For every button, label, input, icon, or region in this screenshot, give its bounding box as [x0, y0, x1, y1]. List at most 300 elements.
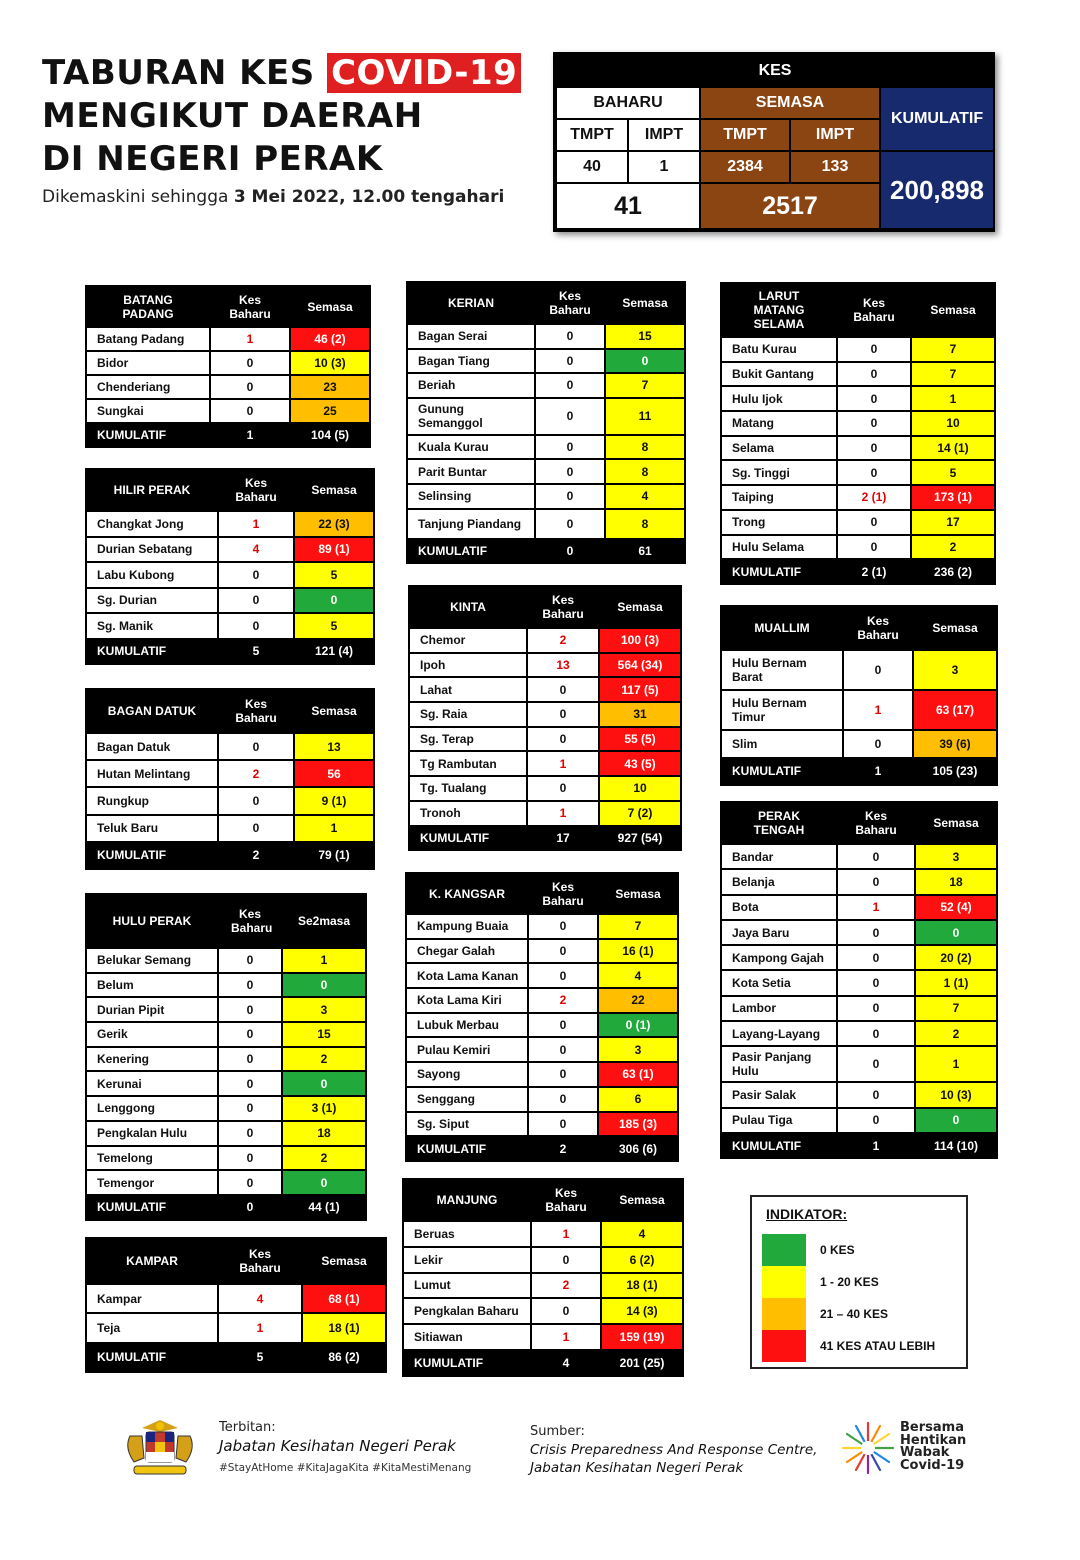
locality-name: Sg. Terap: [409, 727, 527, 752]
locality-name: Batang Padang: [86, 327, 210, 351]
kumulatif-label: KUMULATIF: [721, 758, 843, 786]
kumulatif-label: KUMULATIF: [407, 539, 535, 564]
kes-baharu-value: 0: [528, 963, 598, 988]
locality-name: Durian Sebatang: [86, 537, 218, 563]
kumulatif-label: KUMULATIF: [406, 1136, 528, 1161]
semasa-value: 8: [605, 459, 685, 484]
district-name: HULU PERAK: [86, 894, 218, 948]
kes-baharu-value: 0: [535, 435, 605, 460]
kes-baharu-header: Kes Baharu: [210, 286, 290, 327]
district-table-manjung: [402, 1178, 684, 1377]
summary-baharu-total: 41: [556, 183, 700, 229]
table-row: [86, 1121, 366, 1146]
hashtags: #StayAtHome #KitaJagaKita #KitaMestiMenang: [219, 1462, 472, 1474]
semasa-value: 3: [915, 844, 997, 869]
locality-name: Belanja: [721, 869, 837, 894]
locality-name: Beruas: [403, 1221, 531, 1247]
kumulatif-semasa: 114 (10): [915, 1133, 997, 1158]
semasa-value: 6: [598, 1087, 678, 1112]
table-row: [407, 435, 685, 460]
kes-baharu-value: 0: [218, 815, 294, 842]
semasa-value: 3 (1): [282, 1096, 366, 1121]
table-row: [86, 1071, 366, 1096]
kumulatif-row: [721, 1133, 997, 1158]
kumulatif-row: [721, 559, 995, 584]
kes-baharu-value: 1: [218, 511, 294, 537]
kumulatif-baharu: 5: [218, 1343, 302, 1372]
kes-baharu-value: 0: [528, 939, 598, 964]
kes-baharu-value: 0: [218, 997, 282, 1022]
table-row: [406, 1087, 678, 1112]
semasa-value: 0: [282, 973, 366, 998]
table-row: [721, 1082, 997, 1107]
kes-baharu-value: 0: [837, 535, 911, 560]
table-row: [86, 588, 374, 614]
table-row: [409, 751, 681, 776]
legend-label: 0 KES: [820, 1243, 855, 1257]
table-row: [86, 1047, 366, 1072]
locality-name: Hulu Bernam Barat: [721, 650, 843, 690]
table-row: [86, 562, 374, 588]
table-row: [721, 337, 995, 362]
kes-baharu-header: Kes Baharu: [837, 283, 911, 337]
semasa-value: 2: [282, 1047, 366, 1072]
kumulatif-row: [86, 1343, 386, 1372]
kes-baharu-value: 2 (1): [837, 485, 911, 510]
kes-baharu-value: 0: [837, 869, 915, 894]
semasa-value: 31: [599, 702, 681, 727]
semasa-value: 4: [601, 1221, 683, 1247]
locality-name: Temelong: [86, 1146, 218, 1171]
semasa-value: 0: [294, 588, 374, 614]
terbitan-label: Terbitan:: [219, 1420, 276, 1435]
locality-name: Sayong: [406, 1062, 528, 1087]
kes-baharu-header: Kes Baharu: [531, 1179, 601, 1221]
locality-name: Senggang: [406, 1087, 528, 1112]
kes-baharu-value: 0: [837, 844, 915, 869]
kes-baharu-value: 0: [535, 373, 605, 398]
kes-baharu-value: 4: [218, 1284, 302, 1313]
page-title-block: [42, 52, 522, 207]
locality-name: Pasir Salak: [721, 1082, 837, 1107]
semasa-value: 1 (1): [915, 970, 997, 995]
locality-name: Tanjung Piandang: [407, 509, 535, 539]
semasa-value: 63 (1): [598, 1062, 678, 1087]
kes-baharu-value: 0: [218, 973, 282, 998]
table-row: [721, 1021, 997, 1046]
kes-baharu-value: 0: [535, 398, 605, 435]
kes-baharu-value: 2: [218, 760, 294, 787]
semasa-value: 10 (3): [290, 351, 370, 375]
locality-name: Kampar: [86, 1284, 218, 1313]
semasa-value: 10 (3): [915, 1082, 997, 1107]
semasa-value: 2: [915, 1021, 997, 1046]
table-row: [406, 1112, 678, 1137]
locality-name: Kampong Gajah: [721, 945, 837, 970]
table-row: [406, 939, 678, 964]
locality-name: Ipoh: [409, 653, 527, 678]
kumulatif-baharu: 17: [527, 826, 599, 851]
legend-indicator: [750, 1195, 968, 1369]
semasa-value: 8: [605, 435, 685, 460]
kes-baharu-value: 0: [210, 375, 290, 399]
kes-baharu-value: 1: [218, 1313, 302, 1342]
table-row: [721, 690, 997, 730]
table-row: [86, 327, 370, 351]
locality-name: Bukit Gantang: [721, 362, 837, 387]
kumulatif-label: KUMULATIF: [86, 639, 218, 665]
kes-baharu-value: 4: [218, 537, 294, 563]
semasa-header: Semasa: [598, 873, 678, 914]
semasa-value: 1: [282, 948, 366, 973]
locality-name: Pulau Tiga: [721, 1108, 837, 1133]
semasa-value: 25: [290, 399, 370, 423]
table-row: [86, 375, 370, 399]
kumulatif-label: KUMULATIF: [403, 1350, 531, 1376]
district-table-kampar: [85, 1237, 387, 1373]
semasa-value: 0: [915, 920, 997, 945]
district-name: MANJUNG: [403, 1179, 531, 1221]
locality-name: Hutan Melintang: [86, 760, 218, 787]
semasa-value: 117 (5): [599, 677, 681, 702]
semasa-value: 15: [605, 324, 685, 349]
summary-semasa-tmpt-label: TMPT: [700, 119, 790, 151]
kumulatif-semasa: 121 (4): [294, 639, 374, 665]
kes-baharu-value: 2: [527, 628, 599, 653]
legend-item-orange: [762, 1298, 962, 1330]
kumulatif-baharu: 5: [218, 639, 294, 665]
semasa-header: Semasa: [911, 283, 995, 337]
table-row: [86, 997, 366, 1022]
district-table-hulu-perak: [85, 893, 367, 1221]
kumulatif-semasa: 105 (23): [913, 758, 997, 786]
district-table-kinta: [408, 585, 682, 851]
summary-baharu-impt-label: IMPT: [628, 119, 700, 151]
semasa-header: Semasa: [605, 282, 685, 324]
district-name: KINTA: [409, 586, 527, 628]
kumulatif-row: [721, 758, 997, 786]
kes-baharu-header: Kes Baharu: [843, 606, 913, 650]
kes-baharu-value: 0: [218, 1022, 282, 1047]
kes-baharu-value: 0: [837, 510, 911, 535]
kes-baharu-value: 0: [218, 787, 294, 814]
table-row: [407, 459, 685, 484]
locality-name: Lekir: [403, 1247, 531, 1273]
locality-name: Belukar Semang: [86, 948, 218, 973]
semasa-value: 159 (19): [601, 1324, 683, 1350]
table-row: [721, 730, 997, 758]
kes-baharu-value: 1: [843, 690, 913, 730]
district-table-batang-padang: [85, 285, 371, 448]
semasa-header: Semasa: [290, 286, 370, 327]
kes-baharu-value: 0: [843, 650, 913, 690]
kumulatif-row: [86, 842, 374, 869]
district-table-muallim: [720, 605, 998, 786]
kes-baharu-value: 0: [218, 1146, 282, 1171]
district-table-perak-tengah: [720, 801, 998, 1159]
table-row: [407, 324, 685, 349]
semasa-value: 3: [282, 997, 366, 1022]
table-row: [721, 1046, 997, 1082]
table-row: [86, 760, 374, 787]
kes-baharu-value: 0: [837, 970, 915, 995]
locality-name: Sg. Raia: [409, 702, 527, 727]
semasa-value: 7 (2): [599, 801, 681, 826]
semasa-header: Semasa: [915, 802, 997, 844]
legend-swatch-red: [762, 1330, 806, 1362]
table-row: [721, 535, 995, 560]
kumulatif-baharu: 1: [837, 1133, 915, 1158]
semasa-value: 15: [282, 1022, 366, 1047]
kumulatif-baharu: 2: [218, 842, 294, 869]
locality-name: Sitiawan: [403, 1324, 531, 1350]
semasa-value: 5: [294, 613, 374, 639]
kes-baharu-value: 13: [527, 653, 599, 678]
semasa-value: 7: [598, 914, 678, 939]
locality-name: Jaya Baru: [721, 920, 837, 945]
locality-name: Kuala Kurau: [407, 435, 535, 460]
table-row: [86, 1022, 366, 1047]
table-row: [409, 677, 681, 702]
semasa-value: 7: [911, 362, 995, 387]
district-table-larut: [720, 282, 996, 585]
semasa-value: 18: [282, 1121, 366, 1146]
district-name: KERIAN: [407, 282, 535, 324]
locality-name: Teluk Baru: [86, 815, 218, 842]
kes-baharu-value: 0: [535, 324, 605, 349]
sumber-label: Sumber:: [530, 1424, 585, 1439]
kes-baharu-value: 0: [527, 776, 599, 801]
summary-semasa-tmpt: 2384: [700, 151, 790, 183]
kes-baharu-value: 0: [528, 1062, 598, 1087]
kumulatif-label: KUMULATIF: [86, 1195, 218, 1220]
kes-baharu-value: 0: [837, 1082, 915, 1107]
semasa-value: 7: [915, 996, 997, 1021]
kes-baharu-value: 0: [218, 1071, 282, 1096]
kes-baharu-value: 0: [218, 948, 282, 973]
table-row: [86, 733, 374, 760]
summary-semasa-impt-label: IMPT: [790, 119, 880, 151]
table-row: [721, 460, 995, 485]
kumulatif-semasa: 79 (1): [294, 842, 374, 869]
malaysia-coat-of-arms-icon: [120, 1418, 200, 1480]
kumulatif-label: KUMULATIF: [721, 559, 837, 584]
semasa-header: Semasa: [294, 469, 374, 511]
semasa-value: 100 (3): [599, 628, 681, 653]
locality-name: Parit Buntar: [407, 459, 535, 484]
semasa-value: 46 (2): [290, 327, 370, 351]
semasa-value: 4: [598, 963, 678, 988]
locality-name: Chegar Galah: [406, 939, 528, 964]
district-table-k-kangsar: [405, 872, 679, 1162]
table-row: [406, 988, 678, 1013]
legend-item-red: [762, 1330, 962, 1362]
locality-name: Kota Setia: [721, 970, 837, 995]
locality-name: Teja: [86, 1313, 218, 1342]
table-row: [403, 1247, 683, 1273]
locality-name: Matang: [721, 411, 837, 436]
legend-title: INDIKATOR:: [766, 1206, 848, 1222]
kes-baharu-value: 1: [531, 1221, 601, 1247]
locality-name: Kampung Buaia: [406, 914, 528, 939]
kumulatif-row: [406, 1136, 678, 1161]
district-name: LARUT MATANG SELAMA: [721, 283, 837, 337]
semasa-value: 68 (1): [302, 1284, 386, 1313]
kes-baharu-value: 0: [531, 1247, 601, 1273]
locality-name: Sungkai: [86, 399, 210, 423]
table-row: [86, 815, 374, 842]
kes-baharu-value: 0: [535, 459, 605, 484]
kumulatif-label: KUMULATIF: [409, 826, 527, 851]
table-row: [721, 485, 995, 510]
kes-baharu-value: 0: [837, 436, 911, 461]
table-row: [86, 1170, 366, 1195]
semasa-value: 18 (1): [601, 1273, 683, 1299]
semasa-value: 43 (5): [599, 751, 681, 776]
legend-item-green: [762, 1234, 962, 1266]
locality-name: Kota Lama Kanan: [406, 963, 528, 988]
locality-name: Belum: [86, 973, 218, 998]
semasa-value: 55 (5): [599, 727, 681, 752]
kes-baharu-value: 0: [837, 945, 915, 970]
state-summary-box: [553, 52, 995, 232]
locality-name: Kerunai: [86, 1071, 218, 1096]
kumulatif-label: KUMULATIF: [86, 842, 218, 869]
kumulatif-semasa: 236 (2): [911, 559, 995, 584]
semasa-value: 564 (34): [599, 653, 681, 678]
kes-baharu-value: 0: [527, 702, 599, 727]
semasa-value: 2: [911, 535, 995, 560]
locality-name: Bagan Tiang: [407, 349, 535, 374]
locality-name: Labu Kubong: [86, 562, 218, 588]
locality-name: Taiping: [721, 485, 837, 510]
legend-label: 1 - 20 KES: [820, 1275, 879, 1289]
semasa-value: 0: [915, 1108, 997, 1133]
semasa-value: 56: [294, 760, 374, 787]
kes-baharu-value: 0: [218, 613, 294, 639]
table-row: [406, 914, 678, 939]
table-row: [86, 613, 374, 639]
table-row: [86, 948, 366, 973]
district-name: HILIR PERAK: [86, 469, 218, 511]
table-row: [721, 895, 997, 920]
table-row: [409, 628, 681, 653]
table-row: [721, 650, 997, 690]
locality-name: Lahat: [409, 677, 527, 702]
semasa-value: 0: [282, 1071, 366, 1096]
semasa-value: 11: [605, 398, 685, 435]
kes-baharu-value: 0: [837, 1108, 915, 1133]
kes-baharu-value: 0: [535, 349, 605, 374]
kumulatif-semasa: 201 (25): [601, 1350, 683, 1376]
kumulatif-baharu: 0: [218, 1195, 282, 1220]
locality-name: Pasir Panjang Hulu: [721, 1046, 837, 1082]
semasa-value: 14 (3): [601, 1298, 683, 1324]
kes-baharu-value: 0: [531, 1298, 601, 1324]
table-row: [721, 945, 997, 970]
kumulatif-label: KUMULATIF: [86, 1343, 218, 1372]
kes-baharu-value: 1: [527, 751, 599, 776]
summary-semasa-impt: 133: [790, 151, 880, 183]
table-row: [409, 727, 681, 752]
locality-name: Beriah: [407, 373, 535, 398]
kumulatif-label: KUMULATIF: [721, 1133, 837, 1158]
kumulatif-semasa: 104 (5): [290, 423, 370, 447]
semasa-value: 10: [911, 411, 995, 436]
legend-label: 41 KES ATAU LEBIH: [820, 1339, 936, 1353]
table-row: [409, 702, 681, 727]
district-table-bagan-datuk: [85, 688, 375, 870]
district-table-kerian: [406, 281, 686, 564]
table-row: [406, 963, 678, 988]
district-table-hilir-perak: [85, 468, 375, 665]
kes-baharu-value: 2: [531, 1273, 601, 1299]
table-row: [86, 787, 374, 814]
table-row: [86, 1146, 366, 1171]
kes-baharu-value: 0: [527, 677, 599, 702]
table-row: [86, 511, 374, 537]
locality-name: Tg. Tualang: [409, 776, 527, 801]
locality-name: Kenering: [86, 1047, 218, 1072]
summary-kumulatif-total: 200,898: [880, 151, 994, 229]
kes-baharu-value: 0: [527, 727, 599, 752]
district-name: K. KANGSAR: [406, 873, 528, 914]
kumulatif-semasa: 44 (1): [282, 1195, 366, 1220]
semasa-value: 5: [911, 460, 995, 485]
locality-name: Gunung Semanggol: [407, 398, 535, 435]
kes-baharu-value: 0: [528, 1013, 598, 1038]
summary-baharu-tmpt-label: TMPT: [556, 119, 628, 151]
kes-baharu-header: Kes Baharu: [218, 894, 282, 948]
semasa-value: 17: [911, 510, 995, 535]
kes-baharu-value: 0: [837, 362, 911, 387]
kumulatif-row: [403, 1350, 683, 1376]
kes-baharu-value: 0: [837, 337, 911, 362]
table-row: [721, 510, 995, 535]
semasa-value: 7: [605, 373, 685, 398]
locality-name: Gerik: [86, 1022, 218, 1047]
kes-baharu-value: 0: [218, 1047, 282, 1072]
table-row: [409, 776, 681, 801]
locality-name: Bagan Serai: [407, 324, 535, 349]
semasa-header: Semasa: [294, 689, 374, 733]
table-row: [406, 1013, 678, 1038]
table-row: [409, 653, 681, 678]
semasa-value: 22 (3): [294, 511, 374, 537]
locality-name: Lenggong: [86, 1096, 218, 1121]
kumulatif-baharu: 2 (1): [837, 559, 911, 584]
semasa-value: 52 (4): [915, 895, 997, 920]
legend-swatch-yellow: [762, 1266, 806, 1298]
locality-name: Changkat Jong: [86, 511, 218, 537]
semasa-value: 3: [913, 650, 997, 690]
legend-item-yellow: [762, 1266, 962, 1298]
update-timestamp: Dikemaskini sehingga 3 Mei 2022, 12.00 tengahari: [42, 187, 505, 207]
table-row: [86, 1313, 386, 1342]
table-row: [403, 1324, 683, 1350]
kes-baharu-header: Kes Baharu: [218, 469, 294, 511]
kumulatif-row: [409, 826, 681, 851]
locality-name: Hulu Selama: [721, 535, 837, 560]
semasa-value: 2: [282, 1146, 366, 1171]
table-row: [403, 1298, 683, 1324]
table-row: [721, 920, 997, 945]
locality-name: Sg. Tinggi: [721, 460, 837, 485]
semasa-value: 0: [605, 349, 685, 374]
summary-baharu-header: BAHARU: [556, 87, 700, 119]
semasa-header: Semasa: [913, 606, 997, 650]
kes-baharu-value: 2: [528, 988, 598, 1013]
